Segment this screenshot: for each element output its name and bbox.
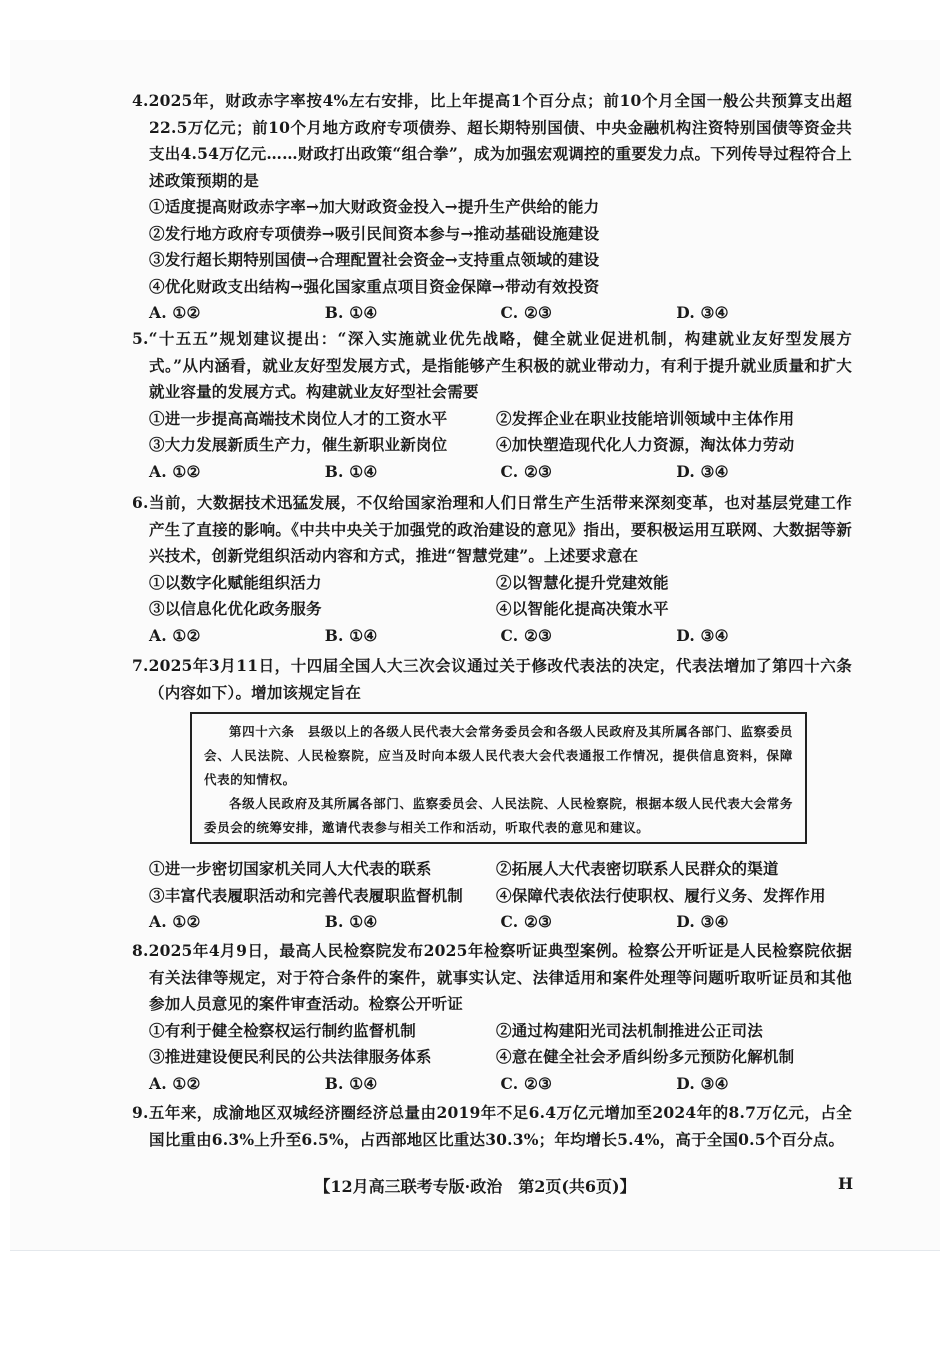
option-1: ①进一步密切国家机关同人大代表的联系 [149,859,432,878]
question-stem [132,1100,852,1153]
answer-choices [132,909,852,936]
option-4: ④保障代表依法行使职权、履行义务、发挥作用 [496,885,826,905]
question-stem [132,490,852,570]
question-text: 2025年4月9日，最高人民检察院发布2025年检察听证典型案例。检察公开听证是人民检察院依据有关法律等规定，对于符合条件的案件，就事实认定、法律适用和案件处理等问题听取听证员和其他参加人员意见的案件审查活动。检察公开听证 [148,941,852,1013]
option-4: ④加快塑造现代化人力资源，淘汰体力劳动 [496,435,795,454]
question-number: 5. [132,329,149,348]
option-4: ④优化财政支出结构→强化国家重点项目资金保障→带动有效投资 [149,276,600,296]
answer-c: C. ②③ [500,912,553,931]
answer-choices [132,623,852,650]
answer-a: A. ①② [149,912,201,931]
option-1: ①适度提高财政赤字率→加大财政资金投入→提升生产供给的能力 [149,197,600,216]
answer-d: D. ③④ [676,625,729,645]
option-2: ②拓展人大代表密切联系人民群众的渠道 [496,859,779,878]
option-3: ③以信息化优化政务服务 [149,599,322,618]
answer-choices [132,300,852,327]
answer-b: B. ①④ [324,1073,378,1093]
option-2: ②以智慧化提升党建效能 [496,572,669,592]
answer-b: B. ①④ [324,912,378,931]
law-article-box [190,712,807,844]
law-article-paragraph-2: 各级人民政府及其所属各部门、监察委员会、人民法院、人民检察院，根据本级人民代表大会常务委员会的统筹安排，邀请代表参与相关工作和活动，听取代表的意见和建议。 [204,796,793,835]
option-row [132,856,852,883]
option-row [132,883,852,910]
option-2: ②发行地方政府专项债券→吸引民间资本参与→推动基础设施建设 [149,223,600,243]
option-3: ③大力发展新质生产力，催生新职业新岗位 [149,435,448,454]
question-4 [132,88,852,327]
question-number: 6. [132,493,149,512]
question-7-options [132,856,852,936]
option-row [132,570,852,597]
option-row [132,1018,852,1045]
option-2: ②通过构建阳光司法机制推进公正司法 [496,1020,763,1040]
question-stem [132,653,852,706]
question-number: 8. [132,941,149,960]
question-text: 2025年3月11日，十四届全国人大三次会议通过关于修改代表法的决定，代表法增加了第四十六条（内容如下）。增加该规定旨在 [148,656,852,702]
question-text: 2025年，财政赤字率按4%左右安排，比上年提高1个百分点；前10个月全国一般公共预算支出超22.5万亿元；前10个月地方政府专项债券、超长期特别国债、中央金融机构注资特别国债等资金共支出4.54万亿元……财政打出政策“组合拳”，成为加强宏观调控的重要发力点。下列传导过程符合上述政策预期的是 [148,91,852,190]
question-stem [132,326,852,406]
question-stem [132,88,852,194]
option-3: ③推进建设便民利民的公共法律服务体系 [149,1047,432,1066]
answer-d: D. ③④ [676,461,729,481]
option-1: ①以数字化赋能组织活力 [149,572,322,592]
question-text: 五年来，成渝地区双城经济圈经济总量由2019年不足6.4万亿元增加至2024年的8.7万亿元，占全国比重由6.3%上升至6.5%，占西部地区比重达30.3%；年均增长5.4%，高于全国0.5个百分点。 [148,1103,852,1149]
page-footer: 【12月高三联考专版·政治 第2页(共6页)】 [314,1177,636,1196]
option-row [132,432,852,459]
question-number: 7. [132,656,149,675]
question-number: 4. [132,91,149,110]
answer-d: D. ③④ [676,912,729,931]
question-7 [132,653,852,706]
answer-c: C. ②③ [500,1073,553,1093]
option-2: ②发挥企业在职业技能培训领域中主体作用 [496,408,795,428]
answer-b: B. ①④ [324,625,378,645]
edition-mark: H [838,1174,854,1193]
question-8 [132,938,852,1097]
answer-a: A. ①② [149,461,201,481]
answer-c: C. ②③ [500,625,553,645]
answer-d: D. ③④ [676,303,729,322]
option-1: ①有利于健全检察权运行制约监督机制 [149,1020,416,1040]
question-number: 9. [132,1103,149,1122]
option-3: ③发行超长期特别国债→合理配置社会资金→支持重点领域的建设 [149,250,600,269]
question-6 [132,490,852,649]
answer-choices [132,459,852,486]
question-9 [132,1100,852,1153]
option-row [132,406,852,433]
answer-a: A. ①② [149,303,201,322]
law-article-paragraph-1: 第四十六条 县级以上的各级人民代表大会常务委员会和各级人民政府及其所属各部门、监察委员会、人民法院、人民检察院，应当及时向本级人民代表大会代表通报工作情况，提供信息资料，保障代表的知情权。 [204,724,793,787]
option-row [132,596,852,623]
answer-b: B. ①④ [324,303,378,322]
option-4: ④意在健全社会矛盾纠纷多元预防化解机制 [496,1047,795,1066]
question-text: 当前，大数据技术迅猛发展，不仅给国家治理和人们日常生产生活带来深刻变革，也对基层党建工作产生了直接的影响。《中共中央关于加强党的政治建设的意见》指出，要积极运用互联网、大数据等新兴技术，创新党组织活动内容和方式，推进“智慧党建”。上述要求意在 [148,493,852,565]
answer-d: D. ③④ [676,1073,729,1093]
question-5 [132,326,852,485]
option-row [132,1044,852,1071]
answer-c: C. ②③ [500,461,553,481]
option-1: ①进一步提高高端技术岗位人才的工资水平 [149,408,448,428]
answer-a: A. ①② [149,625,201,645]
answer-c: C. ②③ [500,303,553,322]
answer-b: B. ①④ [324,461,378,481]
option-3: ③丰富代表履职活动和完善代表履职监督机制 [149,885,464,905]
question-text: “十五五”规划建议提出：“深入实施就业优先战略，健全就业促进机制，构建就业友好型发展方式。”从内涵看，就业友好型发展方式，是指能够产生积极的就业带动力，有利于提升就业质量和扩大就业容量的发展方式。构建就业友好型社会需要 [148,329,852,401]
option-4: ④以智能化提高决策水平 [496,599,669,618]
question-stem [132,938,852,1018]
answer-choices [132,1071,852,1098]
answer-a: A. ①② [149,1073,201,1093]
